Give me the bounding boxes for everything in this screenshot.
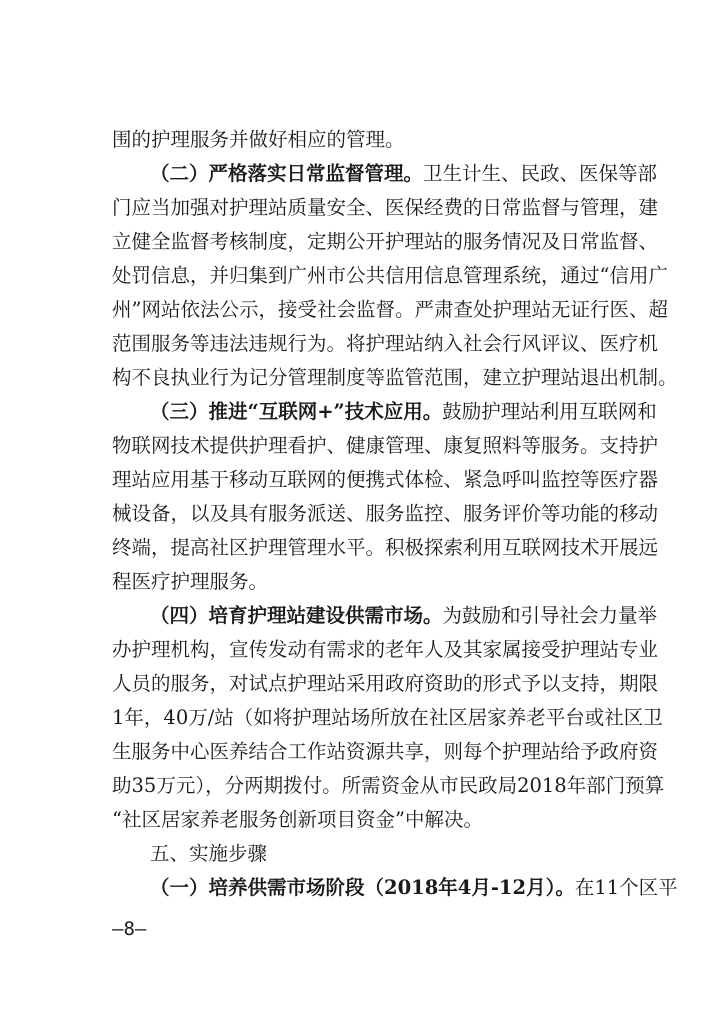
section-heading: （三）推进“互联网+”技术应用。 (150, 400, 443, 423)
section-heading-line: （一）培养供需市场阶段（2018年4月-12月）。在11个区平 (150, 876, 678, 899)
paragraph-line: 终端，提高社区护理管理水平。积极探索利用互联网技术开展远 (112, 536, 659, 559)
page-number: —8— (112, 918, 147, 940)
paragraph-line: 1年，40万/站（如将护理站场所放在社区居家养老平台或社区卫 (112, 706, 663, 729)
section-heading: （四）培育护理站建设供需市场。 (150, 604, 443, 627)
section-heading: （一）培养供需市场阶段（2018年4月-12月）。 (150, 876, 575, 899)
paragraph-line: 处罚信息，并归集到广州市公共信用信息管理系统，通过“信用广 (112, 264, 668, 287)
section-heading-line: （二）严格落实日常监督管理。卫生计生、民政、医保等部 (150, 162, 658, 185)
paragraph-line: 范围服务等违法违规行为。将护理站纳入社会行风评议、医疗机 (112, 332, 659, 355)
section-heading-line: （三）推进“互联网+”技术应用。鼓励护理站利用互联网和 (150, 400, 657, 423)
paragraph-line: 门应当加强对护理站质量安全、医保经费的日常监督与管理，建 (112, 196, 659, 219)
paragraph-line: 程医疗护理服务。 (112, 570, 269, 593)
paragraph-line: 生服务中心医养结合工作站资源共享，则每个护理站给予政府资 (112, 740, 659, 763)
paragraph-line: 围的护理服务并做好相应的管理。 (112, 128, 405, 151)
paragraph-line: 办护理机构，宣传发动有需求的老年人及其家属接受护理站专业 (112, 638, 659, 661)
chapter-heading-line (150, 840, 612, 868)
paragraph-line: 械设备，以及具有服务派送、服务监控、服务评价等功能的移动 (112, 502, 659, 525)
paragraph-line: 构不良执业行为记分管理制度等监管范围，建立护理站退出机制。 (112, 366, 678, 389)
paragraph-line: “社区居家养老服务创新项目资金”中解决。 (112, 808, 483, 831)
paragraph-line: 理站应用基于移动互联网的便携式体检、紧急呼叫监控等医疗器 (112, 468, 659, 491)
paragraph-line: 人员的服务，对试点护理站采用政府资助的形式予以支持，期限 (112, 672, 659, 695)
paragraph-line: 州”网站依法公示，接受社会监督。严肃查处护理站无证行医、超 (112, 298, 668, 321)
paragraph-line: 物联网技术提供护理看护、健康管理、康复照料等服务。支持护 (112, 434, 659, 457)
section-heading: （二）严格落实日常监督管理。 (150, 162, 424, 185)
paragraph-line: 助35万元），分两期拨付。所需资金从市民政局2018年部门预算 (112, 774, 665, 797)
section-heading-line: （四）培育护理站建设供需市场。为鼓励和引导社会力量举 (150, 604, 658, 627)
paragraph-line: 立健全监督考核制度，定期公开护理站的服务情况及日常监督、 (112, 230, 659, 253)
chapter-heading: 五、实施步骤 (150, 842, 268, 865)
